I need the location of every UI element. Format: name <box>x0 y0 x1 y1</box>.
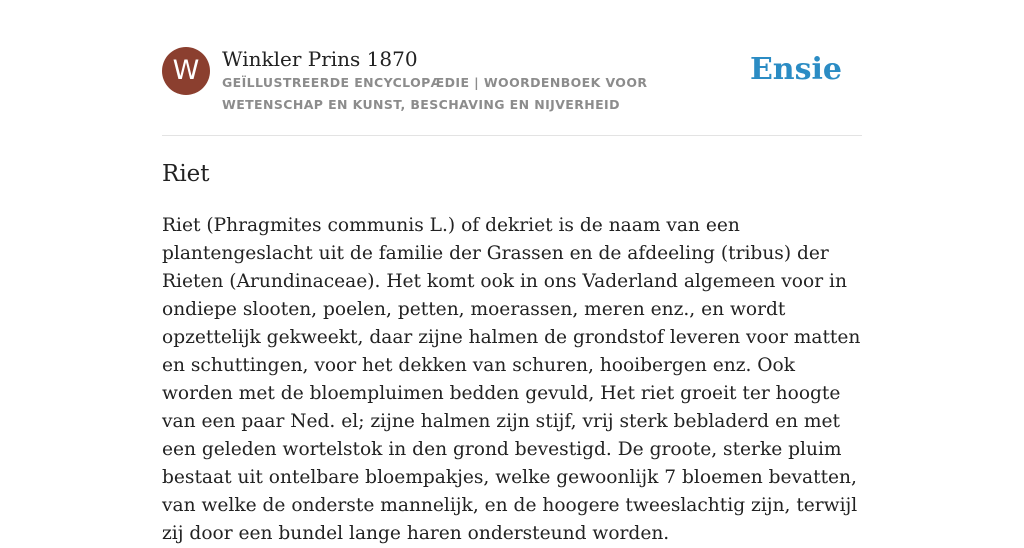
entry-body: Riet (Phragmites communis L.) of dekriet is de naam van een plantengeslacht uit de familie der Grassen en de afdeeling (tribus) der Rieten (Arundinaceae). Het komt ook in ons Vaderland algemeen voor in ondiepe slooten, poelen, petten, moerassen, meren enz., en wordt opzettelijk gekweekt, daar zijne halmen de grondstof leveren voor matten en schuttingen, voor het dekken van schuren, hooibergen enz. Ook worden met de bloempluimen bedden gevuld, Het riet groeit ter hoogte van een paar Ned. el; zijne halmen zijn stijf, vrij sterk bebladerd en met een geleden wortelstok in den grond bevestigd. De groote, sterke pluim bestaat uit ontelbare bloempakjes, welke gewoonlijk 7 bloemen bevatten, van welke de onderste mannelijk, en de hoogere tweeslachtig zijn, terwijl zij door een bundel lange haren ondersteund worden. <box>162 215 861 544</box>
source-title[interactable]: Winkler Prins 1870 <box>222 47 418 71</box>
source-subtitle: GEÏLLUSTREERDE ENCYCLOPÆDIE | WOORDENBOEK VOOR WETENSCHAP EN KUNST, BESCHAVING EN NIJVERHEID <box>222 75 648 112</box>
header-divider <box>162 135 862 136</box>
source-avatar[interactable]: W <box>162 47 210 95</box>
source-header <box>162 44 862 134</box>
entry-title: Riet <box>162 161 210 187</box>
ensie-logo-link[interactable]: Ensie <box>749 52 842 87</box>
